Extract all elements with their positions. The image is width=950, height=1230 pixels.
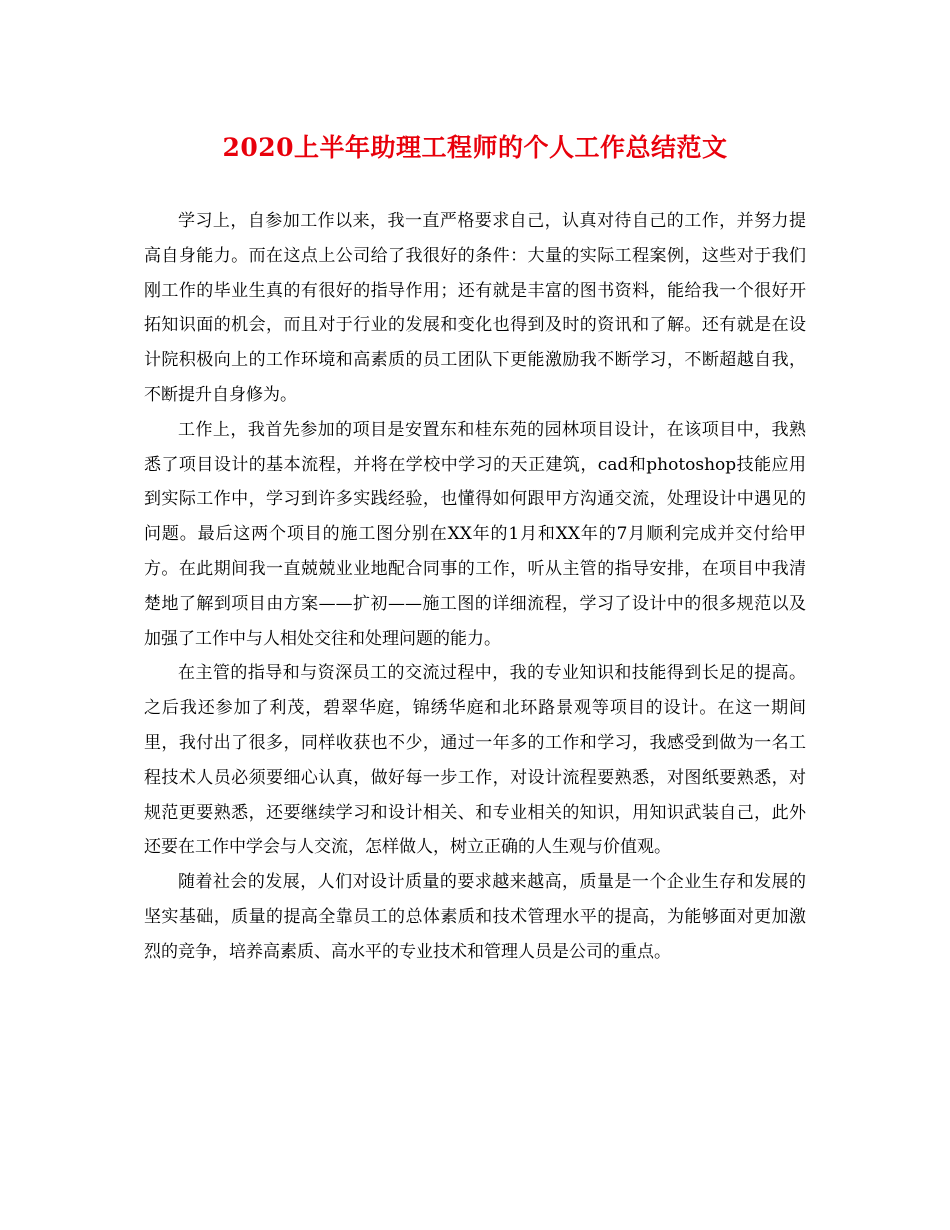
paragraph-study: 学习上，自参加工作以来，我一直严格要求自己，认真对待自己的工作，并努力提高自身能力。而在这点上公司给了我很好的条件：大量的实际工程案例，这些对于我们刚工作的毕业生真的有很好的指导作用；还有就是丰富的图书资料，能给我一个很好开拓知识面的机会，而且对于行业的发展和变化也得到及时的资讯和了解。还有就是在设计院积极向上的工作环境和高素质的员工团队下更能激励我不断学习，不断超越自我，不断提升自身修为。 (144, 211, 806, 405)
paragraph-work: 工作上，我首先参加的项目是安置东和桂东苑的园林项目设计，在该项目中，我熟悉了项目设计的基本流程，并将在学校中学习的天正建筑，cad和photoshop技能应用到实际工作中，学习到许多实践经验，也懂得如何跟甲方沟通交流，处理设计中遇见的问题。最后这两个项目的施工图分别在XX年的1月和XX年的7月顺利完成并交付给甲方。在此期间我一直兢兢业业地配合同事的工作，听从主管的指导安排，在项目中我清楚地了解到项目由方案——扩初——施工图的详细流程，学习了设计中的很多规范以及加强了工作中与人相处交往和处理问题的能力。 (144, 419, 806, 649)
document-body (144, 204, 806, 970)
document-title: 2020上半年助理工程师的个人工作总结范文 (222, 133, 728, 162)
paragraph-growth: 在主管的指导和与资深员工的交流过程中，我的专业知识和技能得到长足的提高。之后我还参加了利茂，碧翠华庭，锦绣华庭和北环路景观等项目的设计。在这一期间里，我付出了很多，同样收获也不少，通过一年多的工作和学习，我感受到做为一名工程技术人员必须要细心认真，做好每一步工作，对设计流程要熟悉，对图纸要熟悉，对规范更要熟悉，还要继续学习和设计相关、和专业相关的知识，用知识武装自己，此外还要在工作中学会与人交流，怎样做人，树立正确的人生观与价值观。 (144, 663, 806, 858)
paragraph-quality: 随着社会的发展，人们对设计质量的要求越来越高，质量是一个企业生存和发展的坚实基础，质量的提高全靠员工的总体素质和技术管理水平的提高，为能够面对更加激烈的竞争，培养高素质、高水平的专业技术和管理人员是公司的重点。 (144, 872, 806, 962)
